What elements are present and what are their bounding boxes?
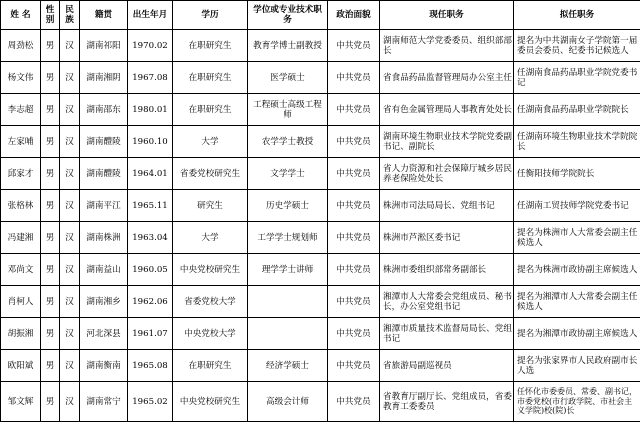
cell-gender: 男 bbox=[41, 158, 60, 190]
cell-native-place: 湖南株洲 bbox=[80, 222, 128, 254]
table-row bbox=[1, 318, 640, 350]
cell-current-position: 省有色金属管理局人事教育处处长 bbox=[380, 94, 514, 126]
cell-current-position: 株洲市司法局局长、党组书记 bbox=[380, 190, 514, 222]
cell-native-place: 河北深县 bbox=[80, 318, 128, 350]
header-education: 学历 bbox=[173, 1, 248, 30]
cell-current-position: 株洲市芦淞区委书记 bbox=[380, 222, 514, 254]
cell-ethnicity: 汉 bbox=[60, 190, 80, 222]
table-row bbox=[1, 382, 640, 422]
cell-political: 中共党员 bbox=[328, 222, 380, 254]
cell-name: 周劲松 bbox=[1, 30, 41, 62]
header-current-position: 现任职务 bbox=[380, 1, 514, 30]
header-proposed-position: 拟任职务 bbox=[514, 1, 640, 30]
cell-ethnicity: 汉 bbox=[60, 94, 80, 126]
cell-political: 中共党员 bbox=[328, 318, 380, 350]
cell-current-position: 省旅游局副巡视员 bbox=[380, 350, 514, 382]
cell-birth: 1970.02 bbox=[128, 30, 173, 62]
header-degree: 学位或专业技术职务 bbox=[248, 1, 328, 30]
cell-current-position: 省教育厅副厅长、党组成员，省委教育工委委员 bbox=[380, 382, 514, 422]
cell-name: 左家哺 bbox=[1, 126, 41, 158]
cell-current-position: 湖南师范大学党委委员、组织部部长 bbox=[380, 30, 514, 62]
cell-native-place: 湖南常宁 bbox=[80, 382, 128, 422]
cell-ethnicity: 汉 bbox=[60, 286, 80, 318]
cell-birth: 1980.01 bbox=[128, 94, 173, 126]
table-row bbox=[1, 286, 640, 318]
header-ethnicity: 民族 bbox=[60, 1, 80, 30]
cell-ethnicity: 汉 bbox=[60, 158, 80, 190]
cell-native-place: 湖南醴陵 bbox=[80, 158, 128, 190]
cell-political: 中共党员 bbox=[328, 254, 380, 286]
cell-gender: 男 bbox=[41, 382, 60, 422]
cell-gender: 男 bbox=[41, 222, 60, 254]
cell-gender: 男 bbox=[41, 126, 60, 158]
cell-degree: 医学硕士 bbox=[248, 62, 328, 94]
cell-name: 胡振湘 bbox=[1, 318, 41, 350]
cell-education: 大学 bbox=[173, 126, 248, 158]
cell-proposed-position: 提名为湘潭市人大常委会副主任候选人 bbox=[514, 286, 640, 318]
cell-education: 中央党校研究生 bbox=[173, 254, 248, 286]
cell-degree bbox=[248, 286, 328, 318]
cell-education: 中央党校研究生 bbox=[173, 382, 248, 422]
cell-degree: 历史学硕士 bbox=[248, 190, 328, 222]
cell-current-position: 株洲市委组织部常务副部长 bbox=[380, 254, 514, 286]
cell-degree: 农学学士教授 bbox=[248, 126, 328, 158]
cell-degree: 教育学博士副教授 bbox=[248, 30, 328, 62]
cell-birth: 1964.01 bbox=[128, 158, 173, 190]
cell-gender: 男 bbox=[41, 286, 60, 318]
header-birth: 出生年月 bbox=[128, 1, 173, 30]
cell-name: 李志超 bbox=[1, 94, 41, 126]
cell-name: 肖柯人 bbox=[1, 286, 41, 318]
cell-birth: 1960.05 bbox=[128, 254, 173, 286]
cell-degree: 高级会计师 bbox=[248, 382, 328, 422]
cell-ethnicity: 汉 bbox=[60, 62, 80, 94]
cell-name: 杨文伟 bbox=[1, 62, 41, 94]
cell-proposed-position: 任怀化市委委员、常委、副书记，市委党校(市行政学院、市社会主义学院)校(院)长 bbox=[514, 382, 640, 422]
table-row bbox=[1, 254, 640, 286]
cell-birth: 1963.04 bbox=[128, 222, 173, 254]
cell-proposed-position: 提名为张家界市人民政府副市长人选 bbox=[514, 350, 640, 382]
table-row bbox=[1, 62, 640, 94]
table-row bbox=[1, 30, 640, 62]
cell-gender: 男 bbox=[41, 30, 60, 62]
cell-political: 中共党员 bbox=[328, 62, 380, 94]
cell-education: 在职研究生 bbox=[173, 94, 248, 126]
cell-native-place: 湖南祁阳 bbox=[80, 30, 128, 62]
cell-education: 在职研究生 bbox=[173, 30, 248, 62]
table-row bbox=[1, 158, 640, 190]
header-gender: 性别 bbox=[41, 1, 60, 30]
header-row bbox=[1, 1, 640, 30]
cell-birth: 1965.08 bbox=[128, 350, 173, 382]
cell-gender: 男 bbox=[41, 254, 60, 286]
cell-current-position: 省食品药品监督管理局办公室主任 bbox=[380, 62, 514, 94]
cell-name: 张格林 bbox=[1, 190, 41, 222]
cell-current-position: 湖南环境生物职业技术学院党委副书记、副院长 bbox=[380, 126, 514, 158]
cell-name: 邱家才 bbox=[1, 158, 41, 190]
cell-proposed-position: 任湖南食品药品职业学院党委书记 bbox=[514, 62, 640, 94]
cell-native-place: 湖南邵东 bbox=[80, 94, 128, 126]
cell-name: 邹文辉 bbox=[1, 382, 41, 422]
cell-gender: 男 bbox=[41, 190, 60, 222]
cell-name: 邓尚文 bbox=[1, 254, 41, 286]
cell-proposed-position: 提名为株洲市人大常委会副主任候选人 bbox=[514, 222, 640, 254]
cell-name: 冯建湘 bbox=[1, 222, 41, 254]
cell-education: 省委党校研究生 bbox=[173, 158, 248, 190]
cell-birth: 1962.06 bbox=[128, 286, 173, 318]
cell-education: 在职研究生 bbox=[173, 350, 248, 382]
cell-gender: 男 bbox=[41, 318, 60, 350]
cell-native-place: 湖南益山 bbox=[80, 254, 128, 286]
cell-native-place: 湖南平江 bbox=[80, 190, 128, 222]
cell-degree: 文学学士 bbox=[248, 158, 328, 190]
cell-political: 中共党员 bbox=[328, 286, 380, 318]
cell-native-place: 湖南湘乡 bbox=[80, 286, 128, 318]
cell-political: 中共党员 bbox=[328, 350, 380, 382]
cell-proposed-position: 提名为湘潭市政协副主席候选人 bbox=[514, 318, 640, 350]
cell-political: 中共党员 bbox=[328, 382, 380, 422]
cell-proposed-position: 任湖南工贸技师学院党委书记 bbox=[514, 190, 640, 222]
cell-native-place: 湖南醴陵 bbox=[80, 126, 128, 158]
cell-gender: 男 bbox=[41, 94, 60, 126]
cell-proposed-position: 任衡阳技师学院院长 bbox=[514, 158, 640, 190]
cell-degree: 工程硕士高级工程师 bbox=[248, 94, 328, 126]
cell-name: 欧阳斌 bbox=[1, 350, 41, 382]
cell-ethnicity: 汉 bbox=[60, 126, 80, 158]
cell-degree bbox=[248, 318, 328, 350]
cell-birth: 1960.10 bbox=[128, 126, 173, 158]
cell-ethnicity: 汉 bbox=[60, 254, 80, 286]
cell-current-position: 省人力资源和社会保障厅城乡居民养老保险处处长 bbox=[380, 158, 514, 190]
header-name: 姓 名 bbox=[1, 1, 41, 30]
cell-ethnicity: 汉 bbox=[60, 30, 80, 62]
cell-ethnicity: 汉 bbox=[60, 350, 80, 382]
cell-ethnicity: 汉 bbox=[60, 382, 80, 422]
cell-degree: 理学学士讲师 bbox=[248, 254, 328, 286]
cell-native-place: 湖南衡南 bbox=[80, 350, 128, 382]
cell-political: 中共党员 bbox=[328, 30, 380, 62]
cell-political: 中共党员 bbox=[328, 94, 380, 126]
header-native-place: 籍贯 bbox=[80, 1, 128, 30]
cell-ethnicity: 汉 bbox=[60, 318, 80, 350]
cell-gender: 男 bbox=[41, 350, 60, 382]
table-row bbox=[1, 350, 640, 382]
cell-native-place: 湖南湘阴 bbox=[80, 62, 128, 94]
table-row bbox=[1, 190, 640, 222]
cell-current-position: 湘潭市人大常委会党组成员、秘书长，办公室党组书记 bbox=[380, 286, 514, 318]
cell-proposed-position: 任湖南环境生物职业技术学院院长 bbox=[514, 126, 640, 158]
cell-education: 大学 bbox=[173, 222, 248, 254]
table-row bbox=[1, 126, 640, 158]
cell-degree: 经济学硕士 bbox=[248, 350, 328, 382]
cell-political: 中共党员 bbox=[328, 158, 380, 190]
cell-proposed-position: 提名为中共湖南女子学院第一届委员会委员、纪委书记候选人 bbox=[514, 30, 640, 62]
cell-proposed-position: 任湖南食品药品职业学院院长 bbox=[514, 94, 640, 126]
cell-degree: 工学学士规划师 bbox=[248, 222, 328, 254]
table-row bbox=[1, 94, 640, 126]
cell-proposed-position: 提名为株洲市政协副主席候选人 bbox=[514, 254, 640, 286]
cell-birth: 1967.08 bbox=[128, 62, 173, 94]
cell-political: 中共党员 bbox=[328, 126, 380, 158]
cell-birth: 1965.02 bbox=[128, 382, 173, 422]
cell-education: 省委党校大学 bbox=[173, 286, 248, 318]
table-row bbox=[1, 222, 640, 254]
cell-gender: 男 bbox=[41, 62, 60, 94]
cell-political: 中共党员 bbox=[328, 190, 380, 222]
cell-birth: 1961.07 bbox=[128, 318, 173, 350]
cell-education: 中央党校大学 bbox=[173, 318, 248, 350]
cell-birth: 1965.11 bbox=[128, 190, 173, 222]
cell-ethnicity: 汉 bbox=[60, 222, 80, 254]
cell-education: 研究生 bbox=[173, 190, 248, 222]
header-political: 政治面貌 bbox=[328, 1, 380, 30]
cell-current-position: 湘潭市质量技术监督局局长、党组书记 bbox=[380, 318, 514, 350]
cell-education: 在职研究生 bbox=[173, 62, 248, 94]
